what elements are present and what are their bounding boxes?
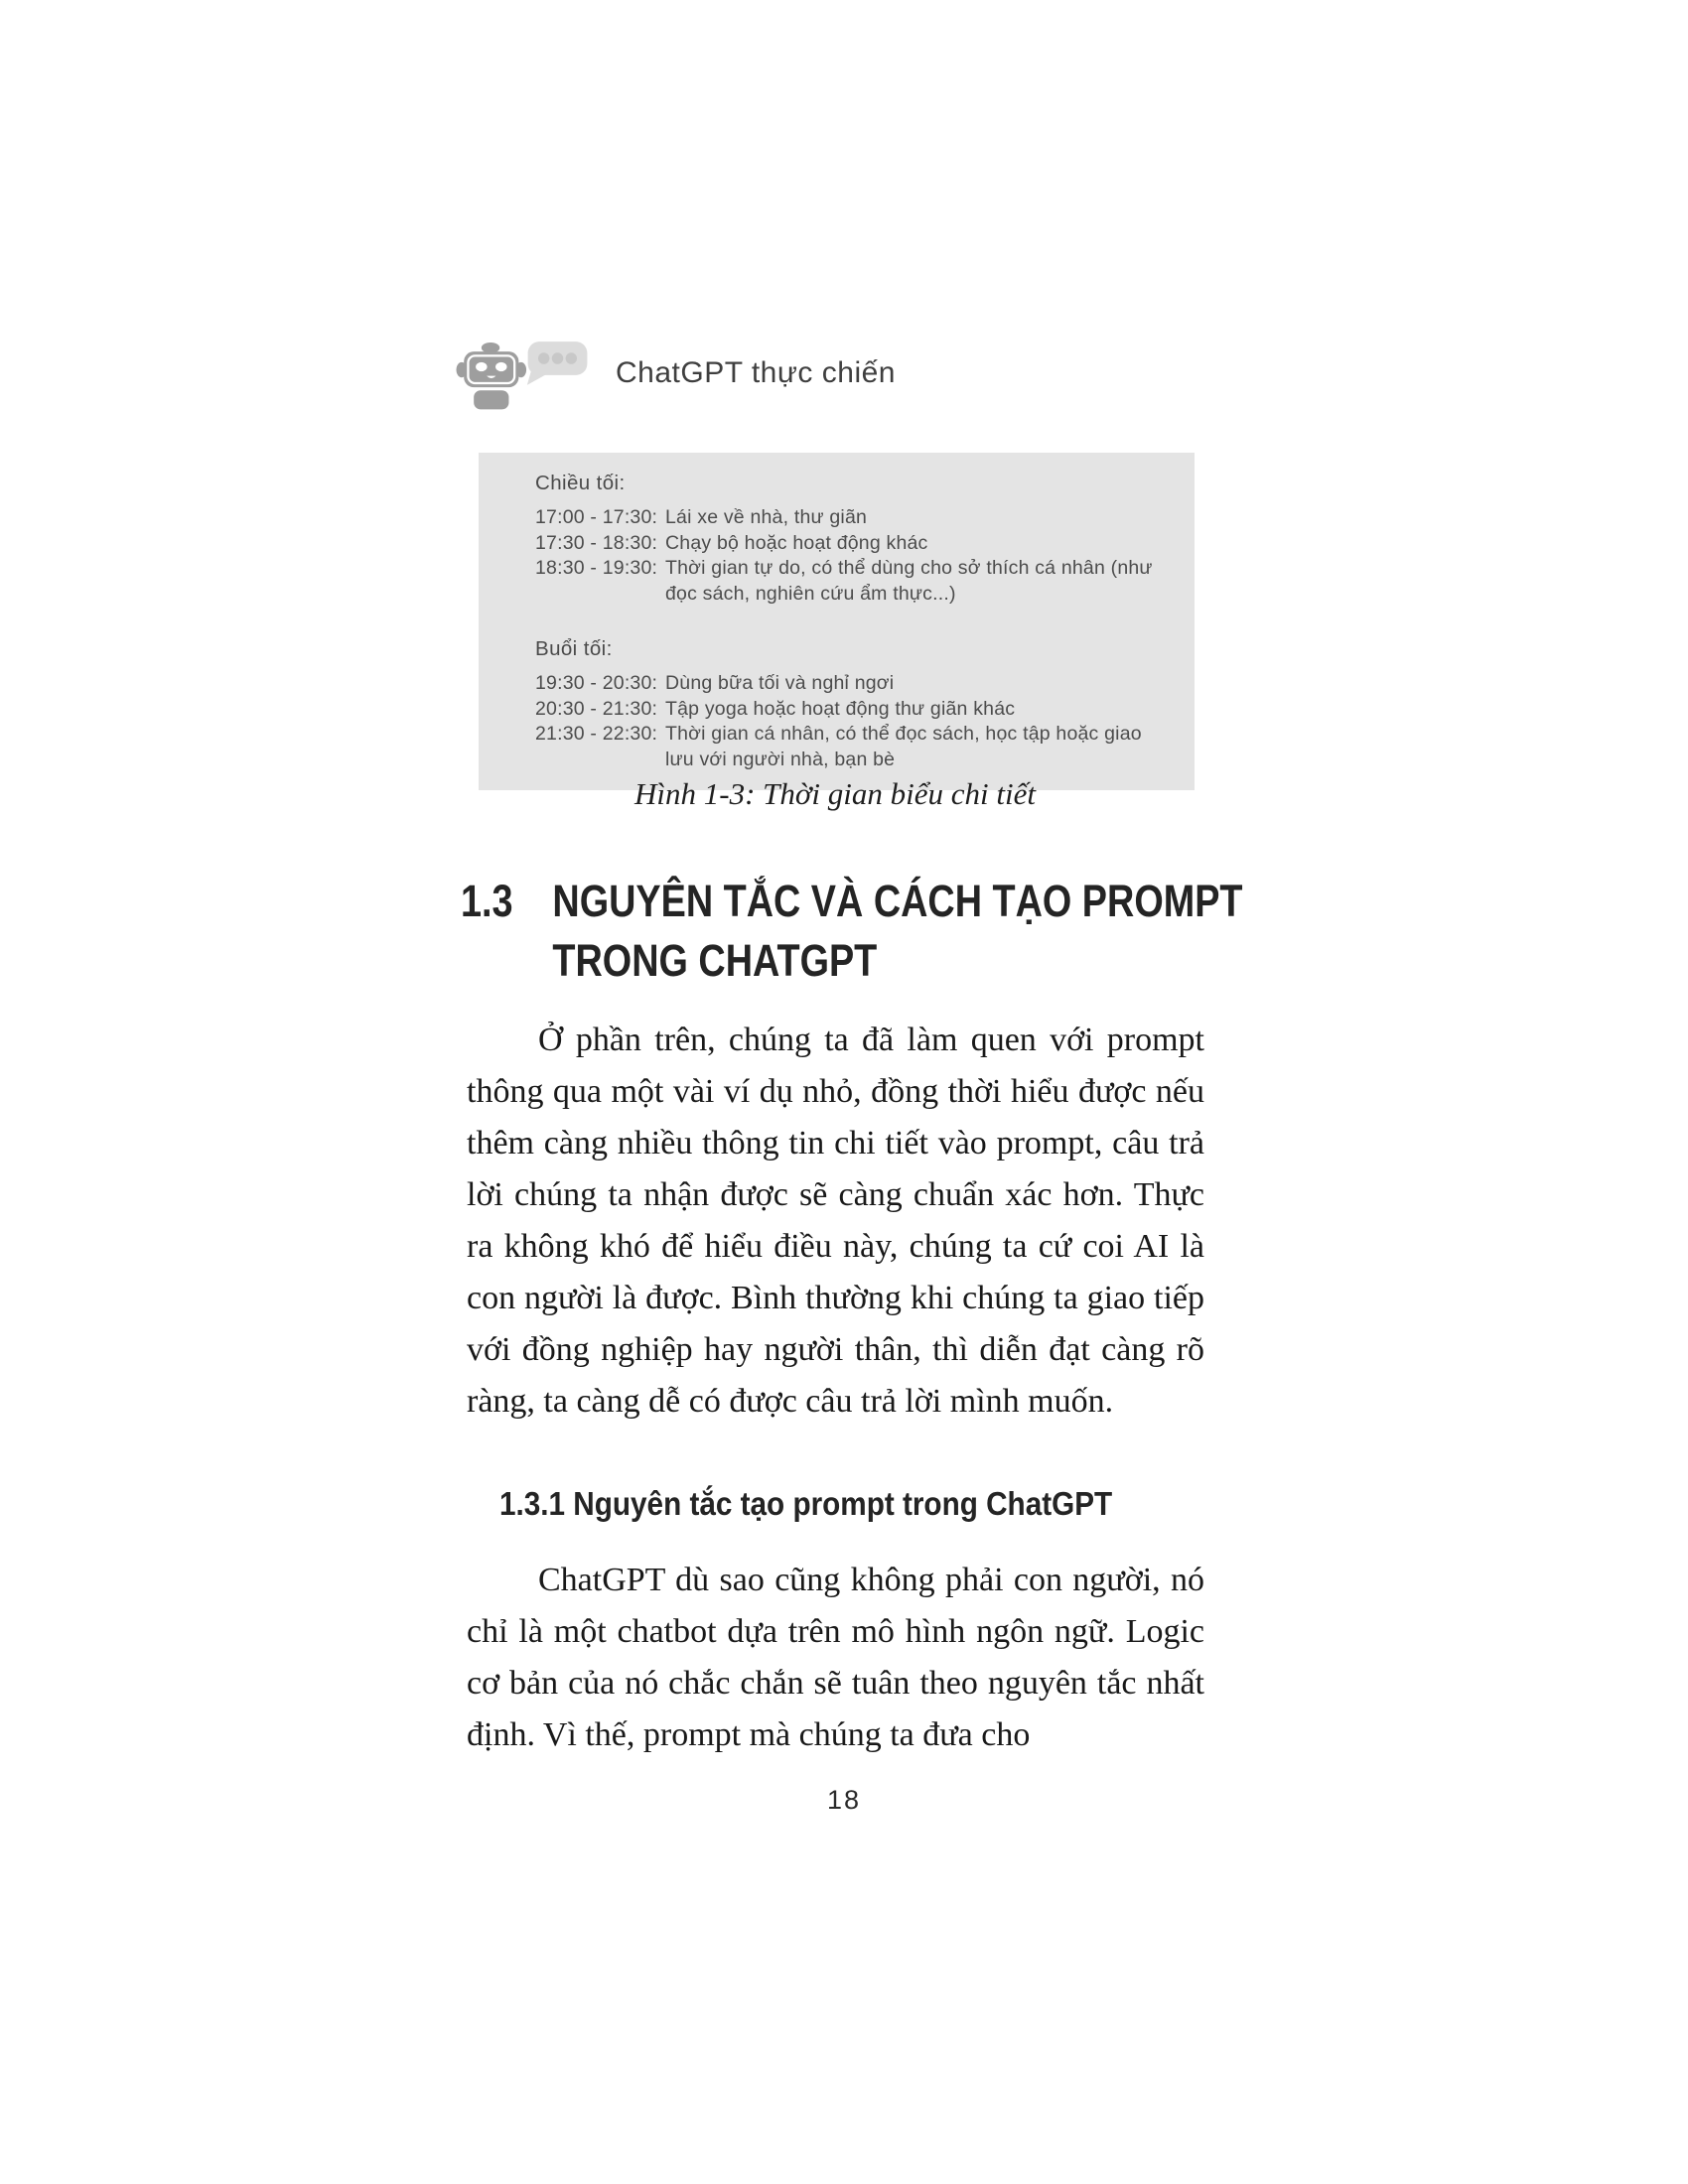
schedule-gap	[535, 620, 1169, 634]
page-number: 18	[826, 1785, 862, 1815]
schedule-desc: Thời gian cá nhân, có thể đọc sách, học tập hoặc giao lưu với người nhà, bạn bè	[665, 723, 1142, 770]
schedule-time: 18:30 - 19:30:	[535, 557, 658, 579]
schedule-row	[535, 531, 1169, 557]
body-paragraph: ChatGPT dù sao cũng không phải con người, nó chỉ là một chatbot dựa trên mô hình ngôn ngữ. Logic cơ bản của nó chắc chắn sẽ tuân theo nguyên tắc nhất định. Vì thế, prompt mà chúng ta đưa cho	[467, 1562, 1204, 1753]
schedule-desc: Thời gian tự do, có thể dùng cho sở thích cá nhân (như đọc sách, nghiên cứu ẩm thực...)	[665, 557, 1153, 605]
schedule-section-rows	[535, 671, 1169, 772]
schedule-time: 19:30 - 20:30:	[535, 672, 658, 694]
schedule-time: 17:00 - 17:30:	[535, 506, 658, 528]
section-heading	[461, 872, 1243, 991]
page-header	[455, 328, 896, 419]
section-title-line2: TRONG CHATGPT	[552, 935, 878, 986]
schedule-row	[535, 556, 1169, 607]
schedule-desc: Dùng bữa tối và nghỉ ngơi	[665, 672, 895, 694]
schedule-row	[535, 671, 1169, 697]
section-title-line1: NGUYÊN TẮC VÀ CÁCH TẠO PROMPT	[552, 876, 1243, 926]
subsection-heading: 1.3.1 Nguyên tắc tạo prompt trong ChatGPT	[499, 1485, 1113, 1522]
schedule-time: 20:30 - 21:30:	[535, 697, 658, 720]
robot-chat-icon	[455, 328, 592, 419]
schedule-desc: Tập yoga hoặc hoạt động thư giãn khác	[665, 697, 1016, 720]
schedule-figure	[479, 453, 1195, 790]
section-number: 1.3	[461, 876, 513, 926]
schedule-row	[535, 722, 1169, 772]
section-title	[552, 872, 1242, 991]
running-head-title: ChatGPT thực chiến	[616, 356, 896, 389]
body-paragraph: Ở phần trên, chúng ta đã làm quen với prompt thông qua một vài ví dụ nhỏ, đồng thời hiểu được nếu thêm càng nhiều thông tin chi tiết vào prompt, câu trả lời chúng ta nhận được sẽ càng chuẩn xác hơn. Thực ra không khó để hiểu điều này, chúng ta cứ coi AI là con người là được. Bình thường khi chúng ta giao tiếp với đồng nghiệp hay người thân, thì diễn đạt càng rõ ràng, ta càng dễ có được câu trả lời mình muốn.	[467, 1022, 1204, 1420]
schedule-desc: Lái xe về nhà, thư giãn	[665, 506, 868, 528]
schedule-row	[535, 505, 1169, 531]
schedule-desc: Chạy bộ hoặc hoạt động khác	[665, 531, 928, 554]
robot-icon	[457, 342, 527, 409]
schedule-row	[535, 697, 1169, 723]
schedule-time: 21:30 - 22:30:	[535, 723, 658, 745]
schedule-section-label: Buổi tối:	[535, 637, 613, 660]
figure-caption: Hình 1-3: Thời gian biểu chi tiết	[634, 776, 1036, 811]
speech-bubble-icon	[527, 341, 588, 385]
schedule-time: 17:30 - 18:30:	[535, 531, 658, 554]
schedule-section-rows	[535, 505, 1169, 607]
schedule-section-label: Chiều tối:	[535, 472, 626, 494]
